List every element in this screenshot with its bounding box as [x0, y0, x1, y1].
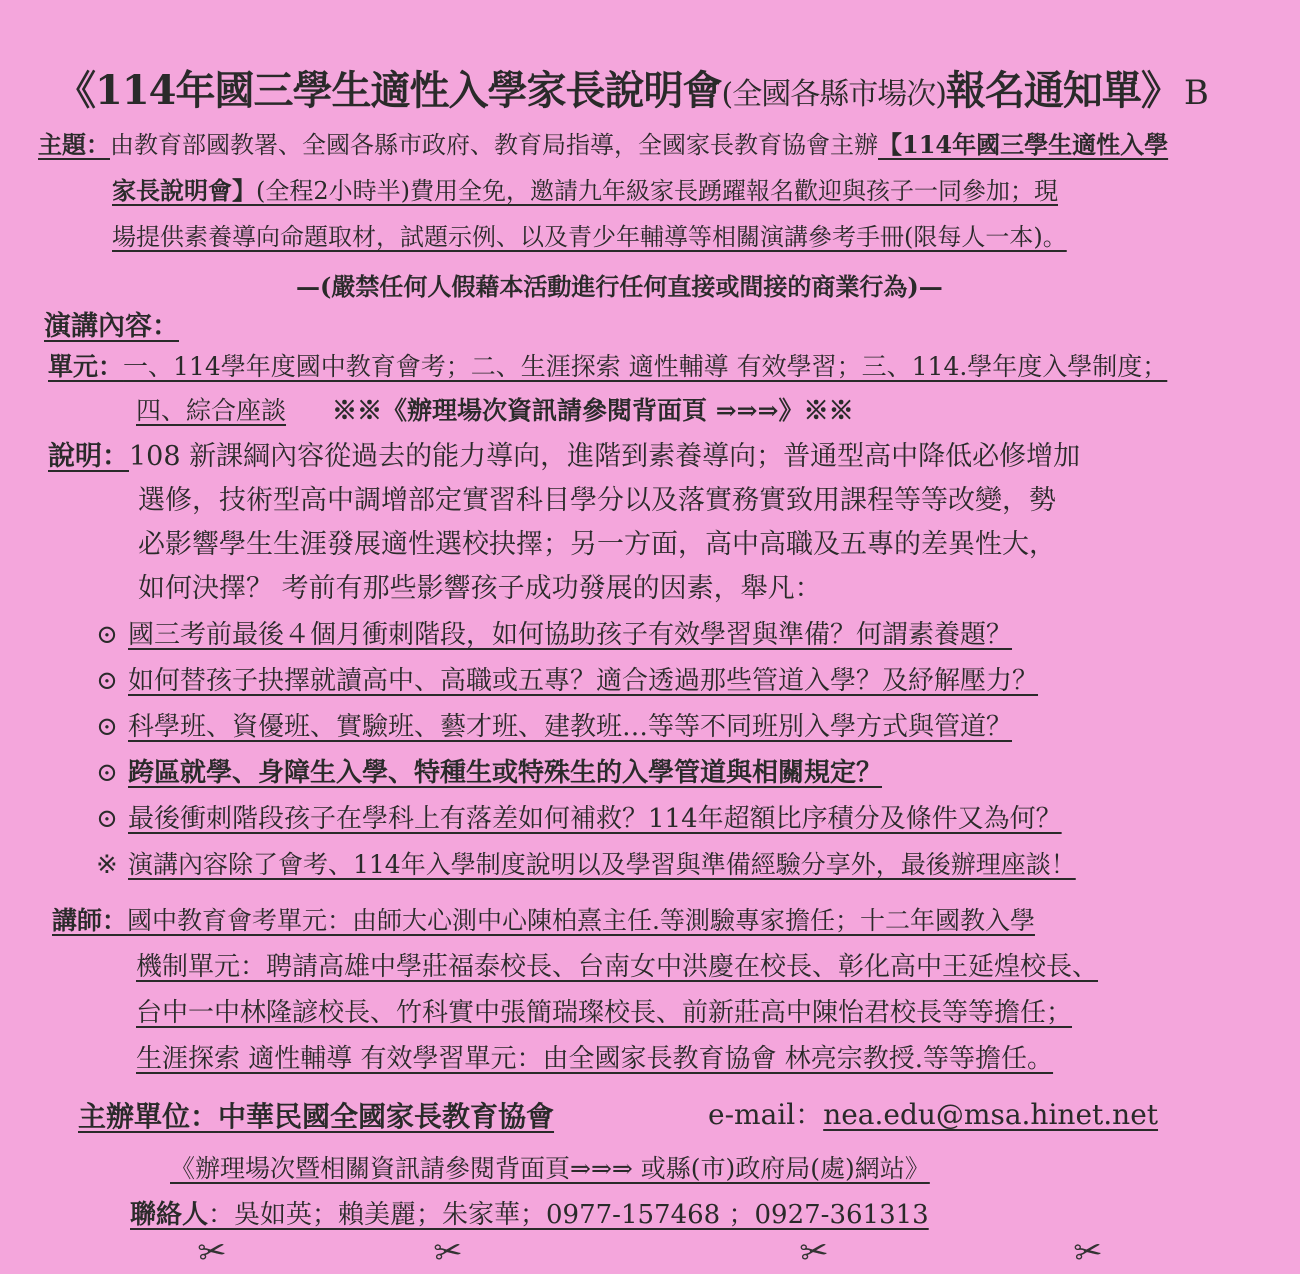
explain-line-3: 必影響學生生涯發展適性選校抉擇；另一方面，高中高職及五專的差異性大， — [138, 529, 1056, 560]
speakers-line-1 — [52, 904, 1035, 938]
title-variant: B — [1183, 73, 1208, 113]
circle-dot-icon: ⊙ — [96, 620, 118, 650]
units-line2a: 四、綜合座談 — [136, 396, 287, 425]
contact-label: 聯絡人 — [130, 1200, 209, 1230]
explain-line-1 — [48, 440, 1080, 474]
theme-label: 主題： — [38, 130, 110, 159]
organizer-row — [78, 1100, 554, 1134]
email-address: nea.edu@msa.hinet.net — [823, 1098, 1159, 1131]
bullet-text: 如何替孩子抉擇就讀高中、高職或五專？適合透過那些管道入學？及紓解壓力？ — [128, 666, 1039, 696]
organizer-email — [708, 1098, 1158, 1132]
theme-line-2 — [112, 174, 1058, 208]
explain-line-4: 如何決擇？ 考前有那些影響孩子成功發展的因素，舉凡： — [138, 573, 822, 604]
theme-line1b: 【114年國三學生適性入學 — [878, 130, 1169, 159]
title-scope: (全國各縣市場次) — [721, 77, 946, 112]
contact-row — [130, 1198, 929, 1232]
scissors-icon: ✂ — [195, 1230, 230, 1274]
bullet-text: 科學班、資優班、實驗班、藝才班、建教班…等等不同班別入學方式與管道？ — [128, 712, 1013, 742]
bullet-item — [96, 664, 1038, 698]
explain-line-2: 選修，技術型高中調增部定實習科目學分以及落實務實致用課程等等改變，勢 — [138, 485, 1056, 516]
theme-line2a: 家長說明會】 — [112, 176, 256, 205]
organizer-name: 中華民國全國家長教育協會 — [218, 1100, 555, 1133]
circle-dot-icon: ⊙ — [96, 804, 118, 834]
explain-label: 說明： — [48, 441, 129, 472]
circle-dot-icon: ⊙ — [96, 758, 118, 788]
bullet-text: 國三考前最後４個月衝刺階段，如何協助孩子有效學習與準備？何謂素養題？ — [128, 620, 1013, 650]
units-line-2 — [136, 394, 854, 428]
speakers-text-1: 國中教育會考單元：由師大心測中心陳柏熹主任.等測驗專家擔任；十二年國教入學 — [127, 906, 1035, 935]
bullet-item — [96, 710, 1012, 744]
content-label: 演講內容： — [44, 311, 179, 342]
theme-line-3 — [112, 220, 1067, 254]
theme-line2b: (全程2小時半)費用全免，邀請九年級家長踴躍報名歡迎與孩子一同參加；現 — [256, 177, 1058, 205]
circle-dot-icon: ⊙ — [96, 712, 118, 742]
bullet-text: 最後衝刺階段孩子在學科上有落差如何補救？114年超額比序積分及條件又為何？ — [128, 804, 1062, 834]
units-line1: 一、114學年度國中教育會考；二、生涯探索 適性輔導 有效學習；三、114.學年度入學制度； — [123, 352, 1168, 381]
units-label: 單元： — [48, 352, 124, 381]
title-tail: 報名通知單》 — [945, 67, 1180, 114]
note-mark: ※ — [96, 850, 118, 880]
scissors-icon: ✂ — [431, 1230, 466, 1274]
email-label: e-mail： — [708, 1098, 824, 1131]
speakers-line-2: 機制單元：聘請高雄中學莊福泰校長、台南女中洪慶在校長、彰化高中王延煌校長、 — [136, 952, 1099, 982]
units-line2b: ※※《辦理場次資訊請參閱背面頁 ⇒⇒⇒》※※ — [332, 396, 854, 425]
speakers-label: 講師： — [52, 906, 128, 935]
commercial-notice: —(嚴禁任何人假藉本活動進行任何直接或間接的商業行為)— — [296, 272, 943, 301]
speakers-line-3: 台中一中林隆諺校長、竹科實中張簡瑞璨校長、前新莊高中陳怡君校長等等擔任； — [136, 998, 1073, 1028]
page-title — [56, 64, 1208, 122]
contact-text: ：吳如英；賴美麗；朱家華；0977-157468 ；0927-361313 — [208, 1200, 929, 1230]
scissors-icon: ✂ — [797, 1230, 832, 1274]
units-line-1 — [48, 350, 1167, 384]
bullet-item — [96, 618, 1012, 652]
info-note: 《辦理場次暨相關資訊請參閱背面頁⇒⇒⇒ 或縣(市)政府局(處)網站》 — [170, 1154, 930, 1183]
circle-dot-icon: ⊙ — [96, 666, 118, 696]
content-note — [96, 848, 1076, 882]
explain-text-1: 108 新課綱內容從過去的能力導向，進階到素養導向；普通型高中降低必修增加 — [129, 441, 1081, 472]
content-note-text: 演講內容除了會考、114年入學制度說明以及學習與準備經驗分享外，最後辦理座談！ — [128, 850, 1076, 879]
bullet-text: 跨區就學、身障生入學、特種生或特殊生的入學管道與相關規定？ — [128, 758, 883, 788]
speakers-line-4: 生涯探索 適性輔導 有效學習單元：由全國家長教育協會 林亮宗教授.等等擔任。 — [136, 1044, 1054, 1074]
scissors-icon: ✂ — [1071, 1230, 1106, 1274]
theme-line-1 — [38, 128, 1168, 162]
bullet-item — [96, 756, 882, 790]
title-main: 《114年國三學生適性入學家長說明會 — [56, 67, 722, 114]
bullet-item — [96, 802, 1062, 836]
organizer-label: 主辦單位： — [78, 1100, 219, 1133]
theme-line1a: 由教育部國教署、全國各縣市政府、教育局指導，全國家長教育協會主辦 — [110, 131, 878, 159]
theme-line3: 場提供素養導向命題取材，試題示例、以及青少年輔導等相關演講參考手冊(限每人一本)。 — [112, 223, 1067, 251]
